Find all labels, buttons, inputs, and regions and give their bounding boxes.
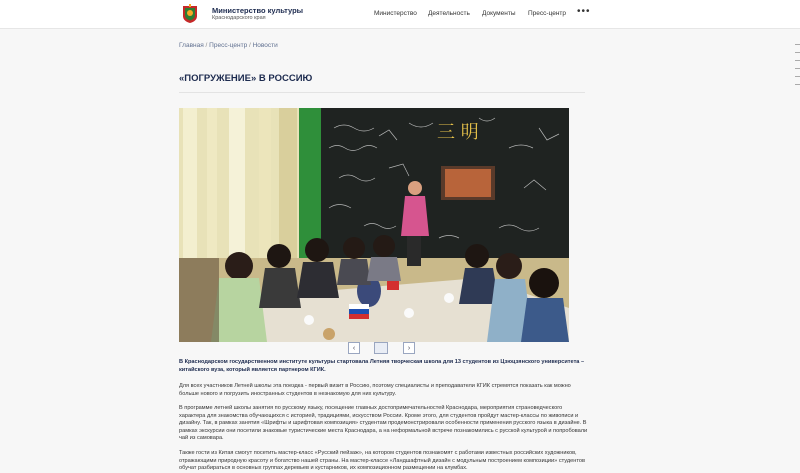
nav-documents[interactable]: Документы bbox=[482, 10, 516, 17]
breadcrumb-news: Новости bbox=[252, 42, 278, 49]
site-header bbox=[0, 0, 800, 29]
nav-press-center[interactable]: Пресс-центр bbox=[528, 10, 567, 17]
scroll-mark bbox=[795, 52, 800, 53]
gallery-next-button[interactable]: › bbox=[403, 342, 415, 354]
scroll-mark bbox=[795, 68, 800, 69]
more-menu-icon[interactable]: ••• bbox=[577, 6, 591, 17]
page-title: «ПОГРУЖЕНИЕ» В РОССИЮ bbox=[179, 73, 313, 84]
org-subtitle: Краснодарского края bbox=[212, 15, 266, 21]
breadcrumb: Главная / Пресс-центр / Новости bbox=[179, 42, 278, 49]
gallery-thumbnail[interactable] bbox=[374, 342, 388, 354]
scroll-mark bbox=[795, 44, 800, 45]
scroll-mark bbox=[795, 76, 800, 77]
coat-of-arms-icon[interactable] bbox=[181, 4, 199, 24]
article-lead: В Краснодарском государственном институте культуры стартовала Летняя творческая школа для 13 студентов из Цзюцзянского университета – китайского вуза, который является партнером КГИК. bbox=[179, 359, 585, 373]
breadcrumb-press-center[interactable]: Пресс-центр bbox=[209, 42, 248, 49]
scroll-mark bbox=[795, 84, 800, 85]
article-paragraph: В программе летней школы занятия по русскому языку, посещение главных достопримечательностей Краснодара, мероприятия страноведческого характера для знакомства обучающихся с историей, традициями, искусством России. Кроме этого, для студентов пройдут мастер-классы по живописи и дизайну. Так, в рамках занятия «Шрифты и шрифтовая композиция» студентам продемонстрировали особенности применения русского языка в дизайне. В рамках экскурсии они посетили знаковые туристические места Краснодара, а на неформальной встрече познакомились с русской культурой и попробовали чай из самовара. bbox=[179, 405, 588, 442]
classroom-photo bbox=[179, 108, 569, 342]
nav-ministry[interactable]: Министерство bbox=[374, 10, 417, 17]
org-title[interactable]: Министерство культуры bbox=[212, 6, 304, 15]
article-paragraph: Для всех участников Летней школы эта поездка - первый визит в Россию, поэтому специалисты и преподаватели КГИК стремятся показать как можно больше нового и погрузить иностранных студентов в незнакомую для них культуру. bbox=[179, 383, 571, 397]
title-divider bbox=[179, 92, 585, 93]
nav-activity[interactable]: Деятельность bbox=[428, 10, 470, 17]
article-photo[interactable] bbox=[179, 108, 569, 342]
article-paragraph: Также гости из Китая смогут посетить мастер-класс «Русский пейзаж», на котором студентов познакомят с работами известных российских художников, отражающими природную красоту и богатство нашей страны. На мастер-классе «Ландшафтный дизайн с модульным построением композиции» студентов обучат разбираться в основных группах деревьев и кустарников, их композиционном размещении на клумбах. bbox=[179, 450, 585, 472]
gallery-prev-button[interactable]: ‹ bbox=[348, 342, 360, 354]
scroll-mark bbox=[795, 60, 800, 61]
breadcrumb-home[interactable]: Главная bbox=[179, 42, 204, 49]
blackboard-text: 三 明 bbox=[437, 122, 479, 143]
